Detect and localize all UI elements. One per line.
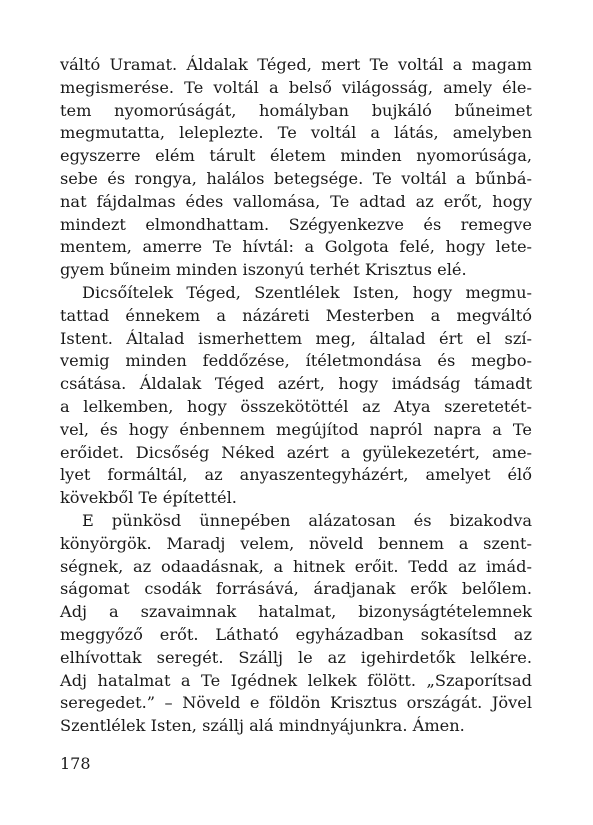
text-line: váltó Uramat. Áldalak Téged, mert Te voltál a magam xyxy=(60,55,532,74)
text-line: sebe és rongya, halálos betegsége. Te voltál a bűnbá- xyxy=(60,168,532,188)
text-line: vel, és hogy énbennem megújítod napról napra a Te xyxy=(60,419,532,439)
text-line: Szentlélek Isten, szállj alá mindnyájunkra. Ámen. xyxy=(60,716,465,736)
text-line: a lelkemben, hogy összekötöttél az Atya szeretetét- xyxy=(60,396,532,416)
text-line: megmutatta, leleplezte. Te voltál a látás, amelyben xyxy=(60,123,532,143)
text-line: nat fájdalmas édes vallomása, Te adtad az erőt, hogy xyxy=(60,191,532,211)
text-line: mindezt elmondhattam. Szégyenkezve és remegve xyxy=(60,214,532,234)
text-line: lyet formáltál, az anyaszentegyházért, amelyet élő xyxy=(60,465,532,485)
body-text xyxy=(60,54,532,738)
text-line: seregedet.” – Növeld e földön Krisztus országát. Jövel xyxy=(60,693,532,713)
text-line: tattad énnekem a názáreti Mesterben a megváltó xyxy=(60,305,532,325)
text-line: meggyőző erőt. Látható egyházadban sokasítsd az xyxy=(60,624,532,644)
text-line: kövekből Te építettél. xyxy=(60,488,237,508)
text-line: könyörgök. Maradj velem, növeld bennem a szent- xyxy=(60,533,532,553)
text-line: Adj a szavaimnak hatalmat, bizonyságtételemnek xyxy=(60,602,532,622)
text-line: megismerése. Te voltál a belső világosság, amely éle- xyxy=(60,77,532,97)
text-line: tem nyomorúságát, homályban bujkáló bűneimet xyxy=(60,100,532,120)
text-line: ságomat csodák forrásává, áradjanak erők belőlem. xyxy=(60,579,532,599)
text-line: mentem, amerre Te hívtál: a Golgota felé, hogy lete- xyxy=(60,237,532,257)
text-line: Dicsőítelek Téged, Szentlélek Isten, hogy megmu- xyxy=(82,282,532,302)
text-line: gyem bűneim minden iszonyú terhét Krisztus elé. xyxy=(60,260,467,280)
text-line: Adj hatalmat a Te Igédnek lelkek fölött. „Szaporítsad xyxy=(60,670,532,690)
text-line: E pünkösd ünnepében alázatosan és bizakodva xyxy=(82,510,532,530)
page-number: 178 xyxy=(60,754,91,773)
text-line: ségnek, az odaadásnak, a hitnek erőit. Tedd az imád- xyxy=(60,556,532,576)
text-line: erőidet. Dicsőség Néked azért a gyülekezetért, ame- xyxy=(60,442,532,462)
text-line: egyszerre elém tárult életem minden nyomorúsága, xyxy=(60,146,532,166)
text-line: vemig minden feddőzése, ítéletmondása és megbo- xyxy=(60,351,532,371)
text-line: csátása. Áldalak Téged azért, hogy imádság támadt xyxy=(60,374,532,394)
text-line: Istent. Általad ismerhettem meg, általad ért el szí- xyxy=(60,328,532,348)
text-line: elhívottak seregét. Szállj le az igehirdetők lelkére. xyxy=(60,647,532,667)
